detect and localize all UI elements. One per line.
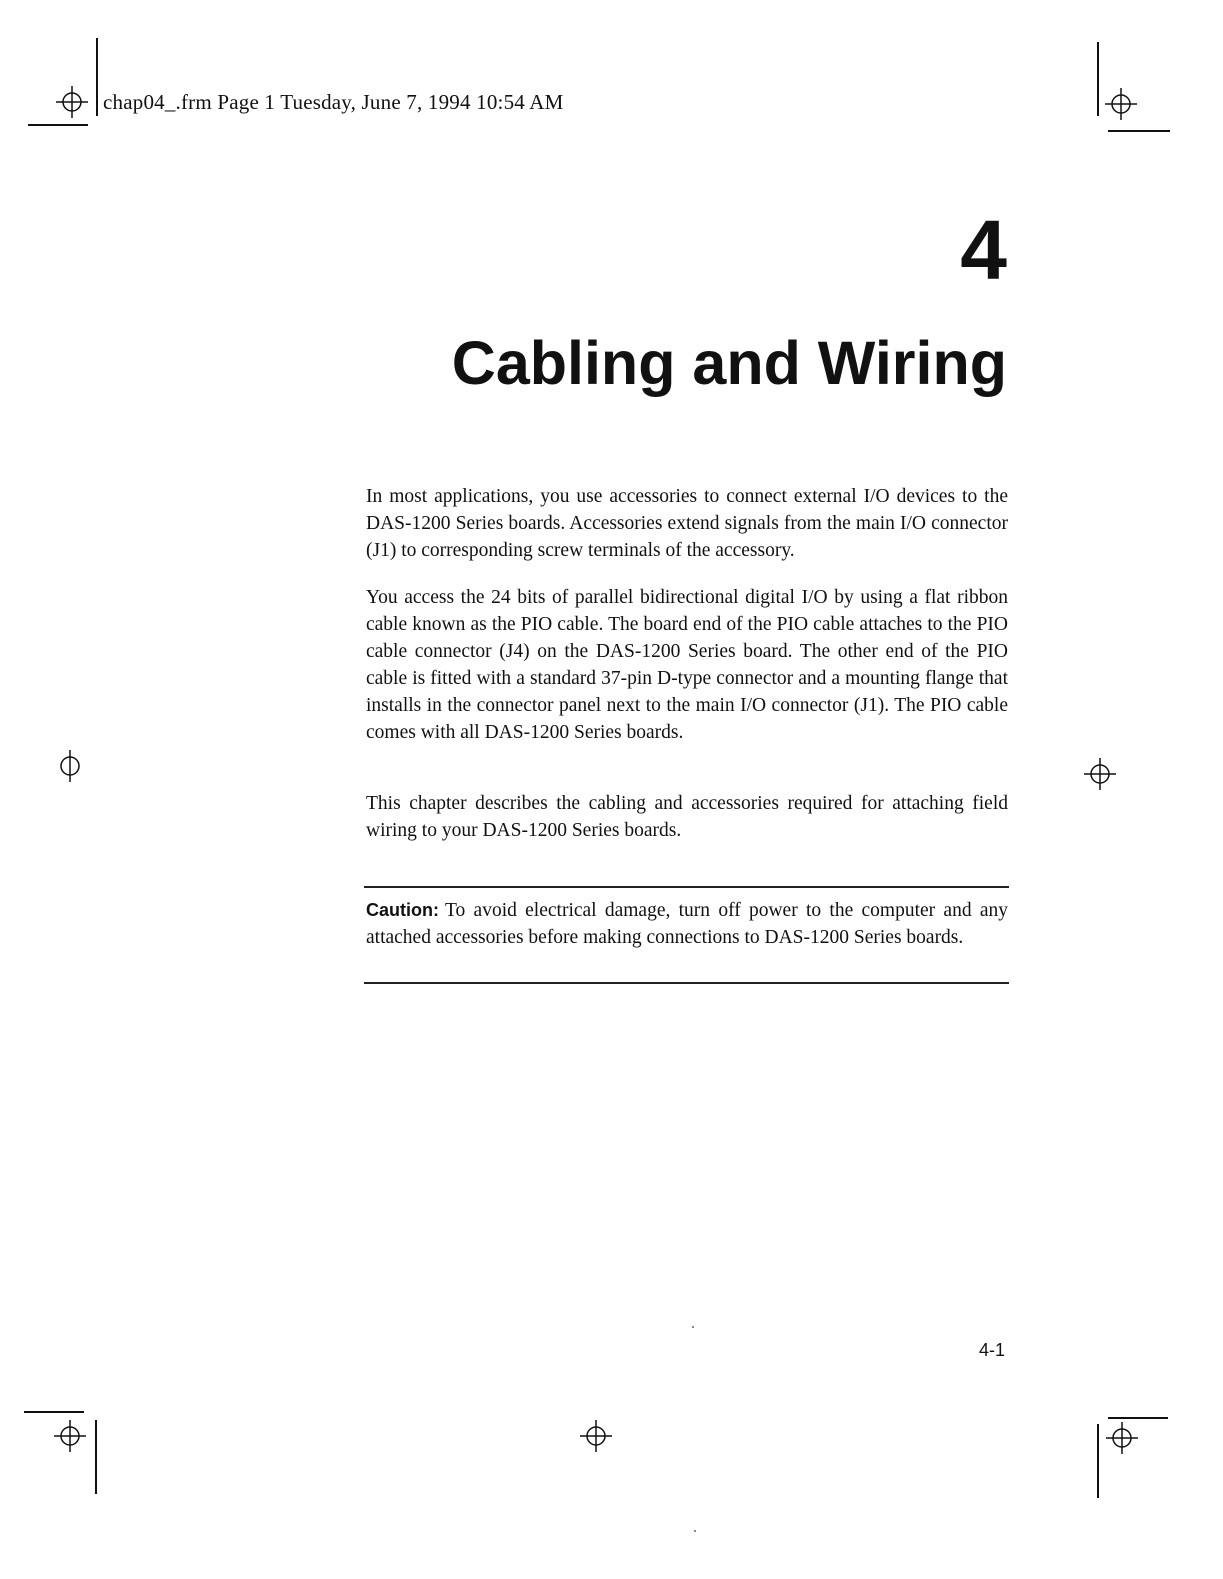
registration-mark-icon <box>1104 1420 1140 1456</box>
crop-line-bottom-left-vertical <box>95 1420 97 1494</box>
crop-line-bottom-right-horizontal <box>1108 1417 1168 1419</box>
caution-note <box>366 897 1008 951</box>
caution-top-rule <box>364 886 1009 888</box>
caution-label: Caution: <box>366 900 439 920</box>
registration-mark-icon <box>1082 756 1118 792</box>
frame-header-info: chap04_.frm Page 1 Tuesday, June 7, 1994 10:54 AM <box>103 90 564 114</box>
paragraph-intro: In most applications, you use accessories to connect external I/O devices to the DAS-1200 Series boards. Accessories extend signals from the main I/O connector (J1) to corresponding screw terminals of the accessory. <box>366 486 1008 561</box>
caution-text: To avoid electrical damage, turn off power to the computer and any attached accessories before making connections to DAS-1200 Series boards. <box>366 900 1008 948</box>
scan-speck <box>692 1326 694 1328</box>
registration-mark-icon <box>54 84 90 120</box>
paragraph-chapter-summary: This chapter describes the cabling and accessories required for attaching field wiring to your DAS-1200 Series boards. <box>366 793 1008 841</box>
crop-line-top-right-horizontal <box>1108 130 1170 132</box>
crop-line-top-right-vertical <box>1097 42 1099 116</box>
caution-bottom-rule <box>364 982 1009 984</box>
crop-line-top-left-horizontal <box>28 124 88 126</box>
registration-mark-icon <box>578 1418 614 1454</box>
registration-mark-icon <box>1103 86 1139 122</box>
crop-line-top-left-vertical <box>96 38 98 116</box>
crop-line-bottom-right-vertical <box>1097 1424 1099 1498</box>
chapter-title: Cabling and Wiring <box>451 329 1007 397</box>
registration-mark-icon <box>52 748 88 784</box>
chapter-number: 4 <box>960 203 1007 297</box>
registration-mark-icon <box>52 1418 88 1454</box>
paragraph-pio-cable: You access the 24 bits of parallel bidirectional digital I/O by using a flat ribbon cable known as the PIO cable. The board end of the PIO cable attaches to the PIO cable connector (J4) on the DAS-1200 Series board. The other end of the PIO cable is fitted with a standard 37-pin D-type connector and a mounting flange that installs in the connector panel next to the main I/O connector (J1). The PIO cable comes with all DAS-1200 Series boards. <box>366 587 1008 743</box>
crop-line-bottom-left-horizontal <box>24 1411 84 1413</box>
page-number: 4-1 <box>978 1340 1005 1360</box>
scan-speck <box>694 1530 696 1532</box>
